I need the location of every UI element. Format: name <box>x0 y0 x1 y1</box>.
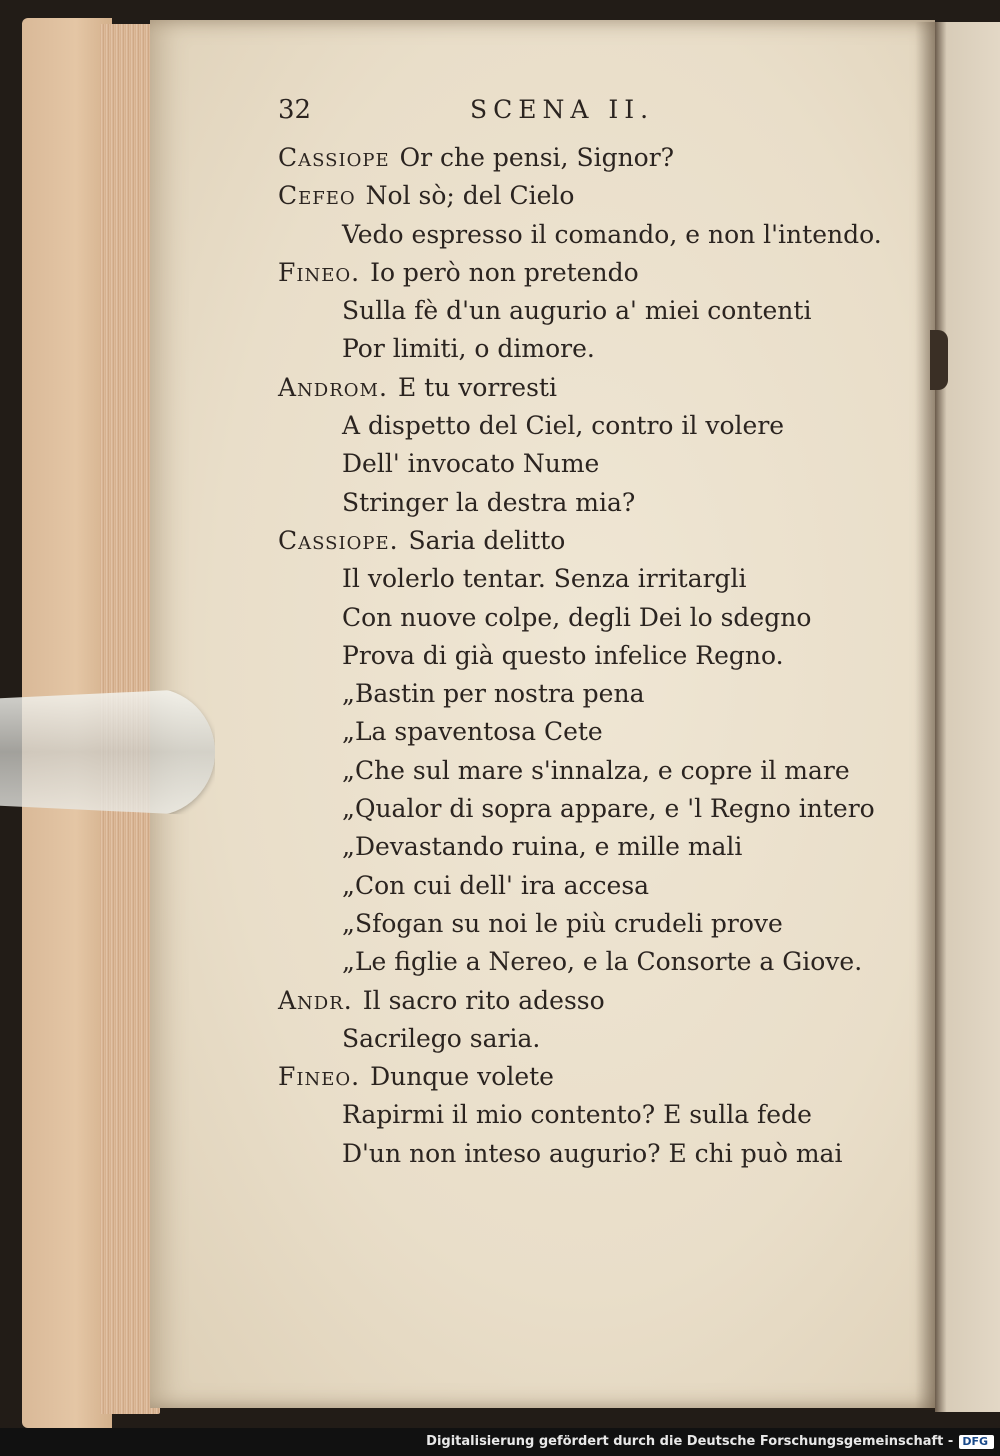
footer-credit: Digitalisierung gefördert durch die Deutsche Forschungsgemeinschaft - <box>426 1434 954 1449</box>
verse-line <box>278 484 898 522</box>
verse-line <box>278 445 898 483</box>
verse-text: „La spaventosa Cete <box>342 717 603 747</box>
verse-line <box>278 599 898 637</box>
speaker-name: Cassiope <box>278 143 390 172</box>
verse-text: E tu vorresti <box>397 372 557 402</box>
verse-text: Nol sò; del Cielo <box>365 181 575 211</box>
verse-text: „Bastin per nostra pena <box>342 679 645 709</box>
verse-text: Io però non pretendo <box>370 257 639 287</box>
verse-line <box>278 177 898 215</box>
verse-line <box>278 216 898 254</box>
verse-line <box>278 943 898 981</box>
verse-text: Sulla fè d'un augurio a' miei contenti <box>342 296 812 326</box>
verse-line <box>278 867 898 905</box>
verse-text: „Qualor di sopra appare, e 'l Regno intero <box>342 794 875 824</box>
verse-text: Dunque volete <box>370 1062 554 1092</box>
verse-text: „Devastando ruina, e mille mali <box>342 832 743 862</box>
verse-line <box>278 637 898 675</box>
facing-page-edge <box>935 22 1000 1412</box>
verse-text: Stringer la destra mia? <box>342 487 636 517</box>
verse-text: Con nuove colpe, degli Dei lo sdegno <box>342 602 812 632</box>
verse-line <box>278 330 898 368</box>
verse-text: Prova di già questo infelice Regno. <box>342 640 784 670</box>
verse-line <box>278 292 898 330</box>
page-tab <box>930 330 948 390</box>
verse-text: Il sacro rito adesso <box>362 985 605 1015</box>
page-clip <box>0 688 215 816</box>
verse-line <box>278 752 898 790</box>
verse-line <box>278 560 898 598</box>
speaker-name: Fineo. <box>278 257 361 287</box>
verse-text: „Con cui dell' ira accesa <box>342 870 650 900</box>
verse-line <box>278 1096 898 1134</box>
verse-line <box>278 828 898 866</box>
verse-text: Il volerlo tentar. Senza irritargli <box>342 564 747 594</box>
verse-line <box>278 1020 898 1058</box>
verse-text: „Che sul mare s'innalza, e copre il mare <box>342 755 850 785</box>
verse-text: Sacrilego saria. <box>342 1023 541 1053</box>
verse-line <box>278 407 898 445</box>
speaker-name: Cassiope. <box>278 525 399 555</box>
verse-line <box>278 982 898 1020</box>
running-title: SCENA II. <box>470 95 655 124</box>
verse-line <box>278 1058 898 1096</box>
footer-bar <box>0 1428 1000 1456</box>
verse-line <box>278 905 898 943</box>
page-text <box>278 95 898 1173</box>
verse-line <box>278 790 898 828</box>
verse-text: „Sfogan su noi le più crudeli prove <box>342 908 783 938</box>
dialogue-lines <box>278 139 898 1173</box>
verse-text: Saria delitto <box>408 525 566 555</box>
verse-text: Rapirmi il mio contento? E sulla fede <box>342 1100 812 1130</box>
speaker-name: Androm. <box>278 372 388 402</box>
verse-line <box>278 675 898 713</box>
verse-text: A dispetto del Ciel, contro il volere <box>342 411 785 441</box>
dfg-logo-icon: DFG <box>959 1435 994 1449</box>
page-number: 32 <box>278 95 312 125</box>
verse-text: „Le figlie a Nereo, e la Consorte a Giove. <box>342 947 863 977</box>
verse-text: Or che pensi, Signor? <box>399 143 675 172</box>
verse-text: Por limiti, o dimore. <box>342 334 595 364</box>
verse-line <box>278 254 898 292</box>
page-header <box>278 95 898 139</box>
verse-line <box>278 1135 898 1173</box>
verse-line <box>278 139 898 177</box>
verse-text: D'un non inteso augurio? E chi può mai <box>342 1138 843 1168</box>
verse-line <box>278 713 898 751</box>
verse-text: Vedo espresso il comando, e non l'intendo. <box>342 219 882 249</box>
verse-line <box>278 369 898 407</box>
speaker-name: Andr. <box>278 985 353 1015</box>
verse-line <box>278 522 898 560</box>
speaker-name: Cefeo <box>278 181 356 211</box>
speaker-name: Fineo. <box>278 1062 361 1092</box>
verse-text: Dell' invocato Nume <box>342 449 600 479</box>
